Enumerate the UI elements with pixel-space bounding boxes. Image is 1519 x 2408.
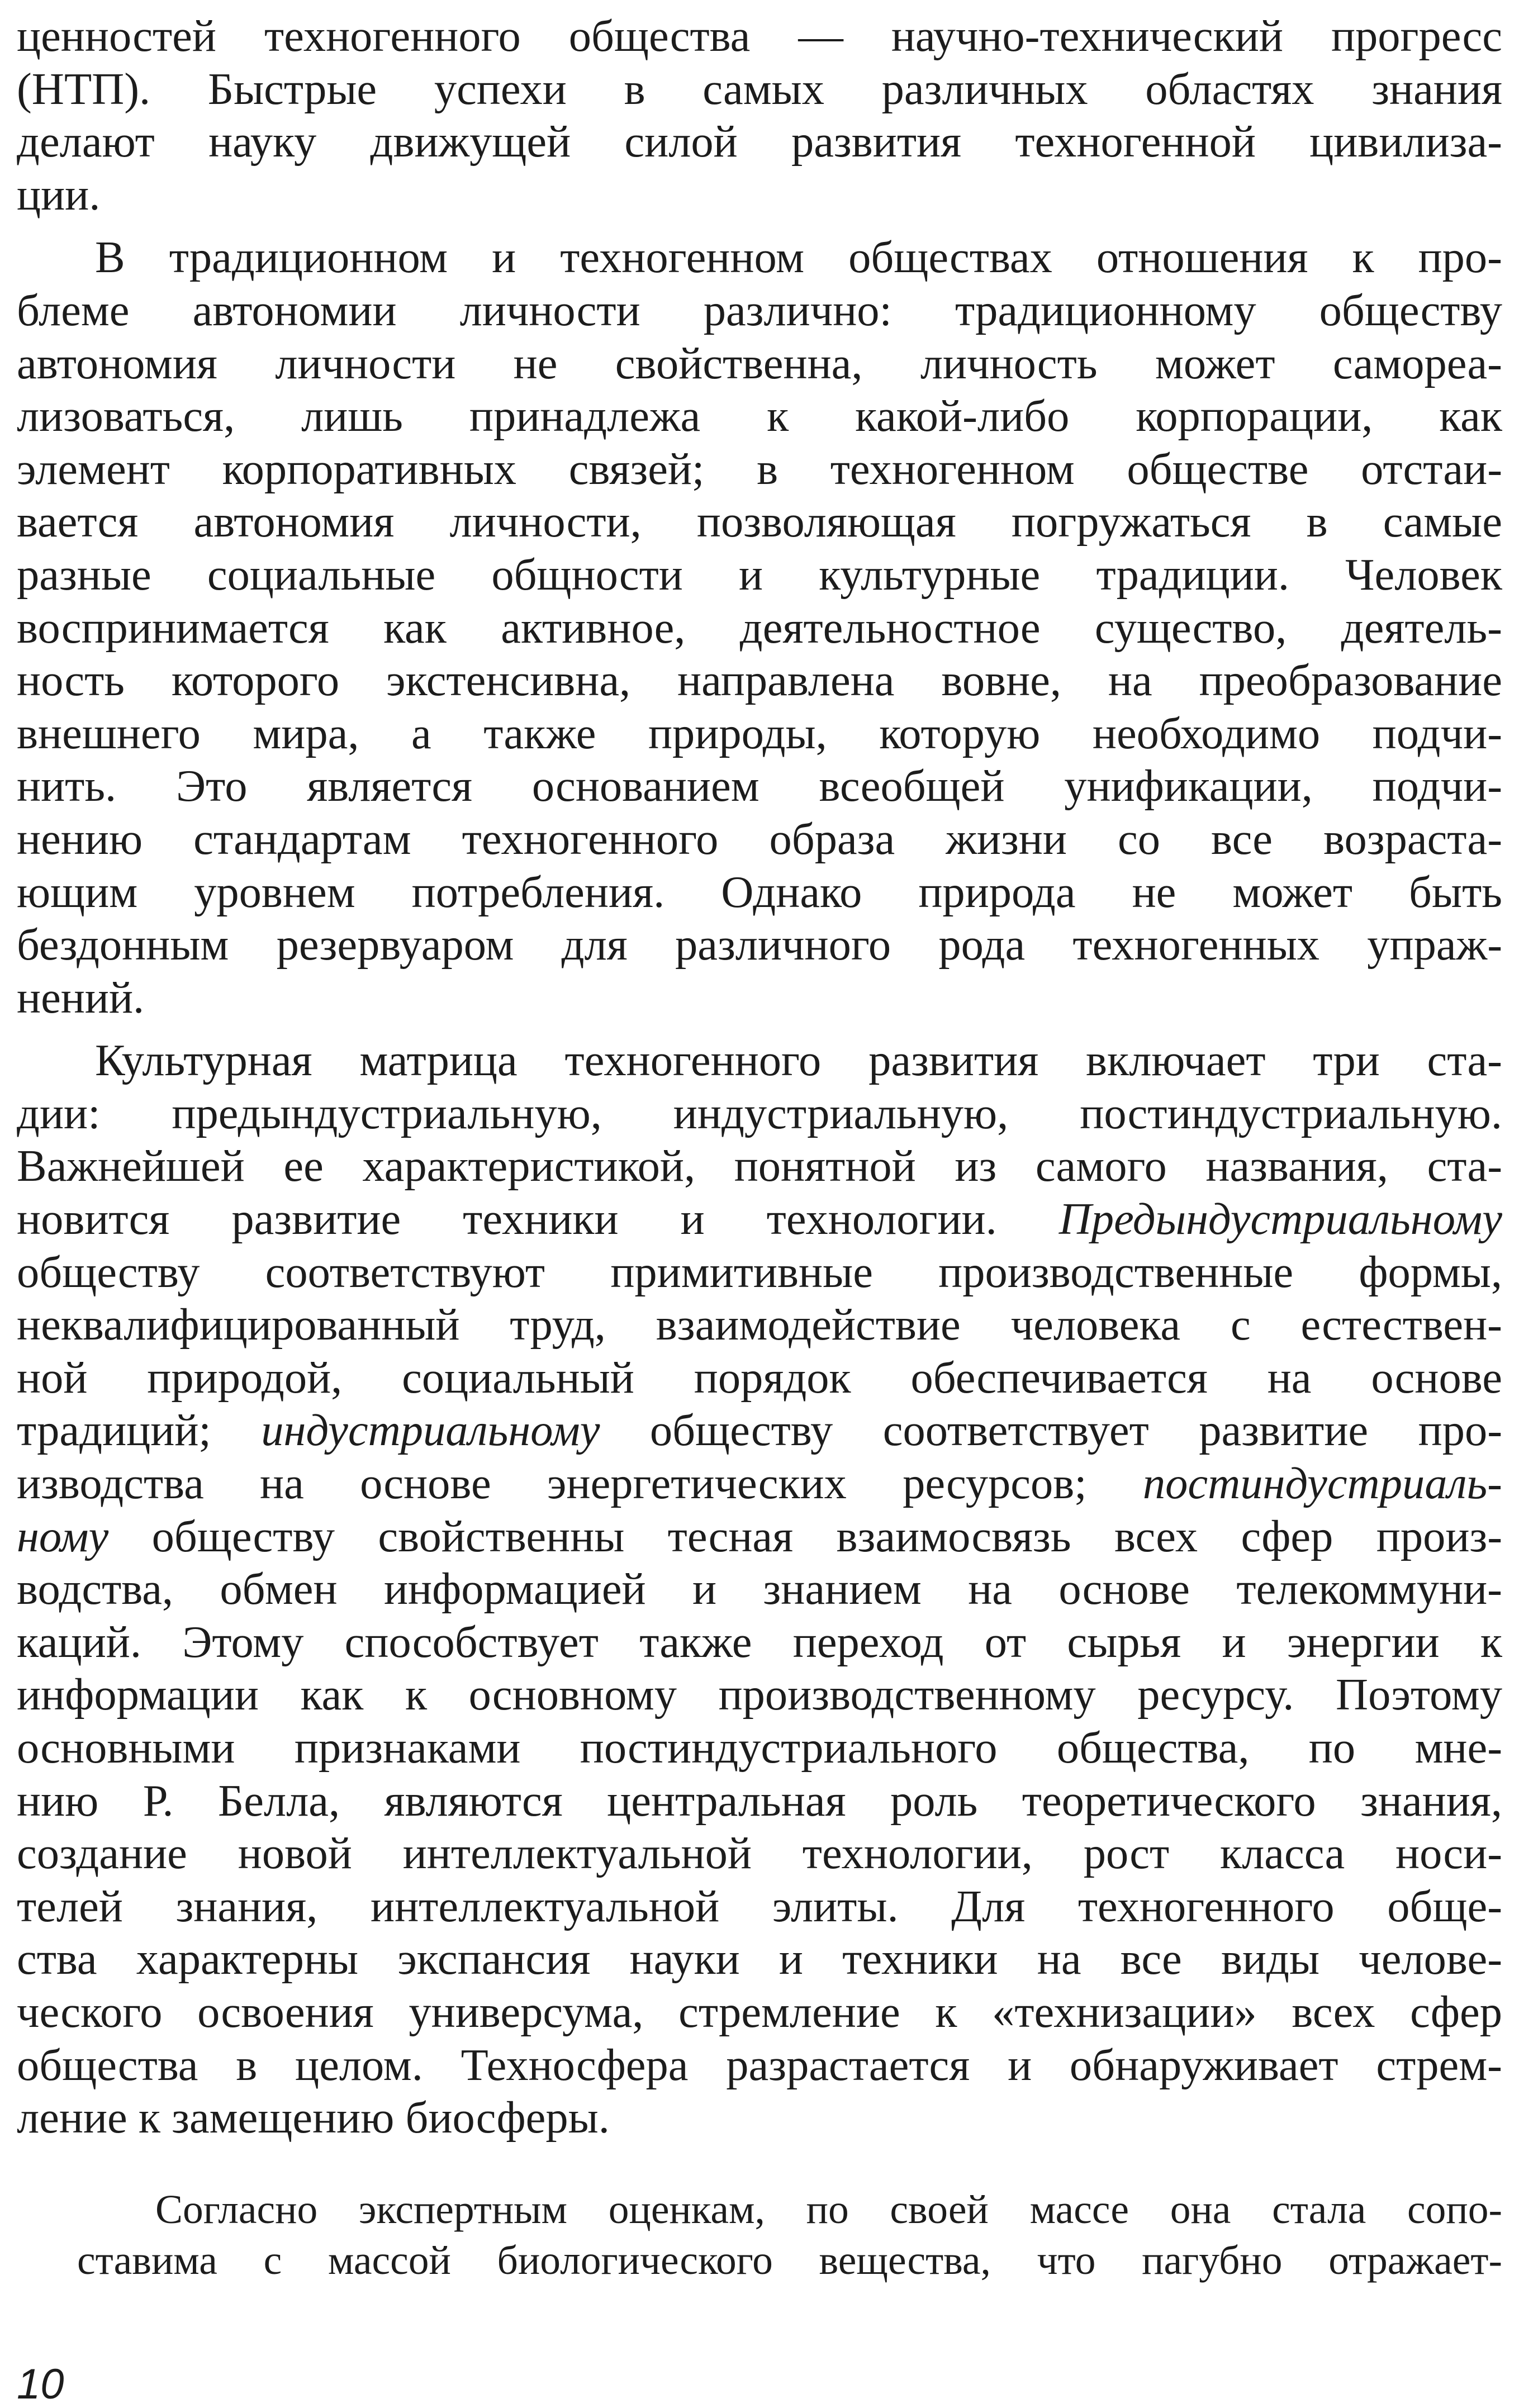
paragraph-3 [17,1034,1502,2144]
text-line-mixed [17,1404,1502,1457]
text-run: обществу свойственны тесная взаимосвязь всех сфер произ- [151,1511,1503,1561]
text-line: воспринимается как активное, деятельностное существо, деятель- [17,602,1502,653]
text-line: Культурная матрица техногенного развития включает три ста- [95,1036,1502,1086]
text-line: основными признаками постиндустриального общества, по мне- [17,1723,1502,1773]
text-line: ции. [17,169,101,220]
text-line: неквалифицированный труд, взаимодействие человека с естествен- [17,1300,1502,1350]
text-line-mixed [17,1511,1502,1564]
text-line: внешнего мира, а также природы, которую необходимо подчи- [17,708,1502,758]
text-line: ставима с массой биологического вещества, что пагубно отражает- [77,2238,1502,2283]
text-run: новится развитие техники и технологии. [17,1194,997,1245]
text-run: обществу соответствует развитие про- [649,1405,1502,1456]
text-line: дии: предындустриальную, индустриальную, постиндустриальную. [17,1088,1502,1138]
italic-term: постиндустриаль- [1142,1459,1502,1509]
text-line: (НТП). Быстрые успехи в самых различных областях знания [17,64,1502,114]
text-line: телей знания, интеллектуальной элиты. Для техногенного обще- [17,1881,1502,1931]
text-line: ценностей техногенного общества — научно-технический прогресс [17,11,1502,61]
text-line: создание новой интеллектуальной технологии, рост класса носи- [17,1828,1502,1879]
text-line: В традиционном и техногенном обществах отношения к про- [95,232,1502,283]
italic-term: ному [17,1511,109,1561]
italic-term: индустриальному [261,1405,600,1456]
text-line: нить. Это является основанием всеобщей унификации, подчи- [17,761,1502,811]
italic-term: Предындустриальному [1058,1194,1502,1245]
text-line: общества в целом. Техносфера разрастается и обнаруживает стрем- [17,2040,1502,2090]
main-text [17,10,1502,2145]
text-line: ление к замещению биосферы. [17,2093,610,2143]
text-line: водства, обмен информацией и знанием на основе телекоммуни- [17,1564,1502,1614]
text-line: автономия личности не свойственна, личность может самореа- [17,338,1502,388]
small-print-paragraph [17,2184,1502,2286]
paragraph-1 [17,10,1502,221]
text-line: бездонным резервуаром для различного рода техногенных упраж- [17,920,1502,970]
text-line: делают науку движущей силой развития техногенной цивилиза- [17,117,1502,167]
text-line: нению стандартам техногенного образа жизни со все возраста- [17,814,1502,864]
text-line: блеме автономии личности различно: традиционному обществу [17,285,1502,335]
text-line: ющим уровнем потребления. Однако природа не может быть [17,867,1502,917]
text-line: ческого освоения универсума, стремление к «технизации» всех сфер [17,1987,1502,2037]
text-run: традиций; [17,1405,211,1456]
text-line: ность которого экстенсивна, направлена вовне, на преобразование [17,656,1502,706]
text-line: вается автономия личности, позволяющая погружаться в самые [17,497,1502,547]
paragraph-2 [17,231,1502,1024]
page-number: 10 [17,2360,64,2408]
text-line: лизоваться, лишь принадлежа к какой-либо корпорации, как [17,391,1502,441]
text-line: каций. Этому способствует также переход от сырья и энергии к [17,1617,1502,1667]
text-line: элемент корпоративных связей; в техногенном обществе отстаи- [17,444,1502,494]
text-line: разные социальные общности и культурные традиции. Человек [17,549,1502,600]
text-line: Согласно экспертным оценкам, по своей массе она стала сопо- [155,2187,1502,2232]
text-run: изводства на основе энергетических ресурсов; [17,1459,1087,1509]
text-line: нию Р. Белла, являются центральная роль теоретического знания, [17,1775,1502,1826]
text-line: информации как к основному производственному ресурсу. Поэтому [17,1670,1502,1720]
small-print-note [17,2184,1502,2286]
text-line: Важнейшей ее характеристикой, понятной из самого названия, ста- [17,1141,1502,1191]
text-line: обществу соответствуют примитивные производственные формы, [17,1247,1502,1297]
text-line: ства характерны экспансия науки и техники на все виды челове- [17,1934,1502,1984]
text-line-mixed [17,1457,1502,1511]
text-line-mixed [17,1193,1502,1246]
text-line: ной природой, социальный порядок обеспечивается на основе [17,1352,1502,1403]
text-line: нений. [17,972,145,1023]
